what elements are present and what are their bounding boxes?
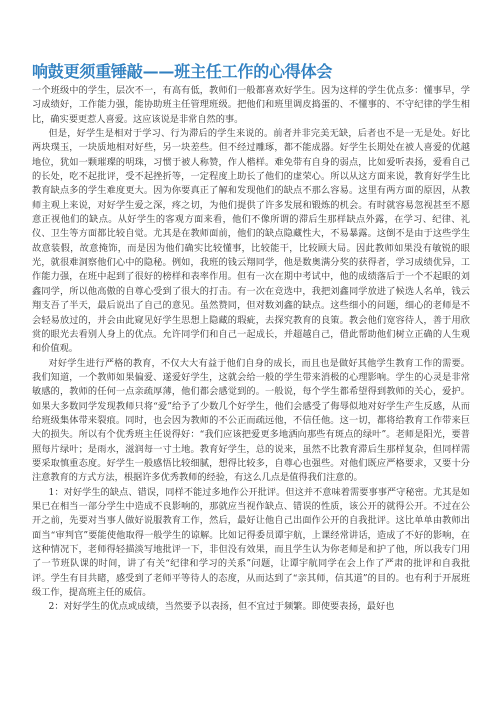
paragraph: 但是，好学生是相对于学习、行为滞后的学生来说的。前者并非完美无缺，后者也不是一无是处。好比两块璞玉，一块质地相对好些，另一块差些。但不经过雕琢，都不能成器。好学生长期处在被人喜爱的优越地位，犹如一颗璀璨的明珠，习惯于被人称赞，作人楷样。难免带有自身的弱点，比如爱听表扬，爱看自己的长处，吃不起批评，受不起挫折等，一定程度上助长了他们的虚荣心。所以从这方面来说，教育好学生比教育缺点多的学生难度更大。因为你要真正了解和发现他们的缺点不那么容易。这里有两方面的原因，从教师主观上来说，对好学生爱之深，疼之切，为他们提供了许多发展和锻炼的机会。有时就容易忽视甚至不愿意正视他们的缺点。从好学生的客观方面来看，他们不像所谓的滞后生那样缺点外露，在学习、纪律、礼仪、卫生等方面都比较自觉。尤其是在教师面前，他们的缺点隐藏性大，不易暴露。这倒不是由于这些学生故意装假，故意掩饰，而是因为他们确实比较懂事，比较能干，比较顾大局。因此教师如果没有敏锐的眼光，就很难洞察他们心中的隐秘。例如，我班的钱云翔同学，他是数奥满分奖的获得者，学习成绩优异，工作能力强，在班中起到了很好的榜样和表率作用。但有一次在期中考试中，他的成绩落后于一个不起眼的刘鑫同学，所以他高傲的自尊心受到了很大的打击。有一次在竞选中，我把刘鑫同学放进了候选人名单，钱云翔支吾了半天，最后说出了自己的意见。虽然赞同，但对数刘鑫的缺点。这些细小的问题，细心的老师是不会轻易放过的，并会由此窥见好学生思想上隐藏的瑕疵，去探究教育的良策。教会他们宽容待人，善于用欣赏的眼光去看别人身上的优点。允许同学们和自己一起成长，并超越自己，借此帮助他们树立正确的人生观和价值观。 [32,128,470,355]
paragraph: 1：对好学生的缺点、错误，同样不能过多地作公开批评。但这并不意味着需要事事严守秘密。尤其是如果已在相当一部分学生中造成不良影响的，那就应当视作缺点、错误的性质，该公开的就得公开。不过在公开之前，先要对当事人做好说服教育工作，然后，最好让他自己出面作公开的自我批评。这比单单由教师出面当“审判官”要能使他取得一般学生的谅解。比如记得委员谭宇航，上课经常讲话，造成了不好的影响，在这种情况下，老师得轻描淡写地批评一下，非但没有效果，而且学生认为你老师是和护了他，所以我专门用了一节班队课的时间，讲了有关“纪律和学习的关系”问题，让谭宇航同学在会上作了严肃的批评和自我批评。学生有目共睹，感受到了老师平等待人的态度，从而达到了“亲其师，信其道”的目的。也有利于开展班级工作，提高班主任的威信。 [32,486,470,599]
document-body [32,84,470,696]
paragraph: 对好学生进行严格的教育，不仅大大有益于他们自身的成长，而且也是做好其他学生教育工作的需要。我们知道，一个教师如果偏爱、遂爱好学生，这就会给一般的学生带来消极的心理影响。学生的心灵是非常敏感的，教师的任何一点亲疏厚薄，他们都会感觉到的。一般说，每个学生都希望得到教师的关心，爱护。如果大多数同学发现教师只将“爱”给予了少数几个好学生，他们会感受了侮辱似地对好学生产生反感，从而给班级集体带来裂痕。同时，也会因为教师的不公正而疏远他，不信任他。这一切，都将给教育工作带来巨大的损失。所以有个优秀班主任说得好：“我们应该把爱更多地洒向那些有斑点的绿叶”。老师是阳光，要普照每片绿叶；是雨水，滋润每一寸土地。教育好学生，总的说来，虽然不比教育滞后生那样复杂，但同样需要采取慎重态度。好学生一般感悟比较细腻，想得比较多，自尊心也强些。对他们既应严格要求，又要十分注意教育的方式方法，根据许多优秀教师的经验，有这么几点是值得我们注意的。 [32,357,470,484]
document-title: 响鼓更须重锤敲——班主任工作的心得体会 [32,62,333,81]
paragraph: 一个班级中的学生，层次不一，有高有低，教师们一般都喜欢好学生。因为这样的学生优点多：懂事早，学习成绩好，工作能力强，能协助班主任管理班级。把他们和班里调皮捣蛋的、不懂事的、不守纪律的学生相比，确实要更惹人喜爱。这应该说是非常自然的事。 [32,85,470,125]
paragraph: 2：对好学生的优点或成绩，当然要予以表扬，但不宜过于频繁。即使要表扬，最好也 [48,601,395,613]
